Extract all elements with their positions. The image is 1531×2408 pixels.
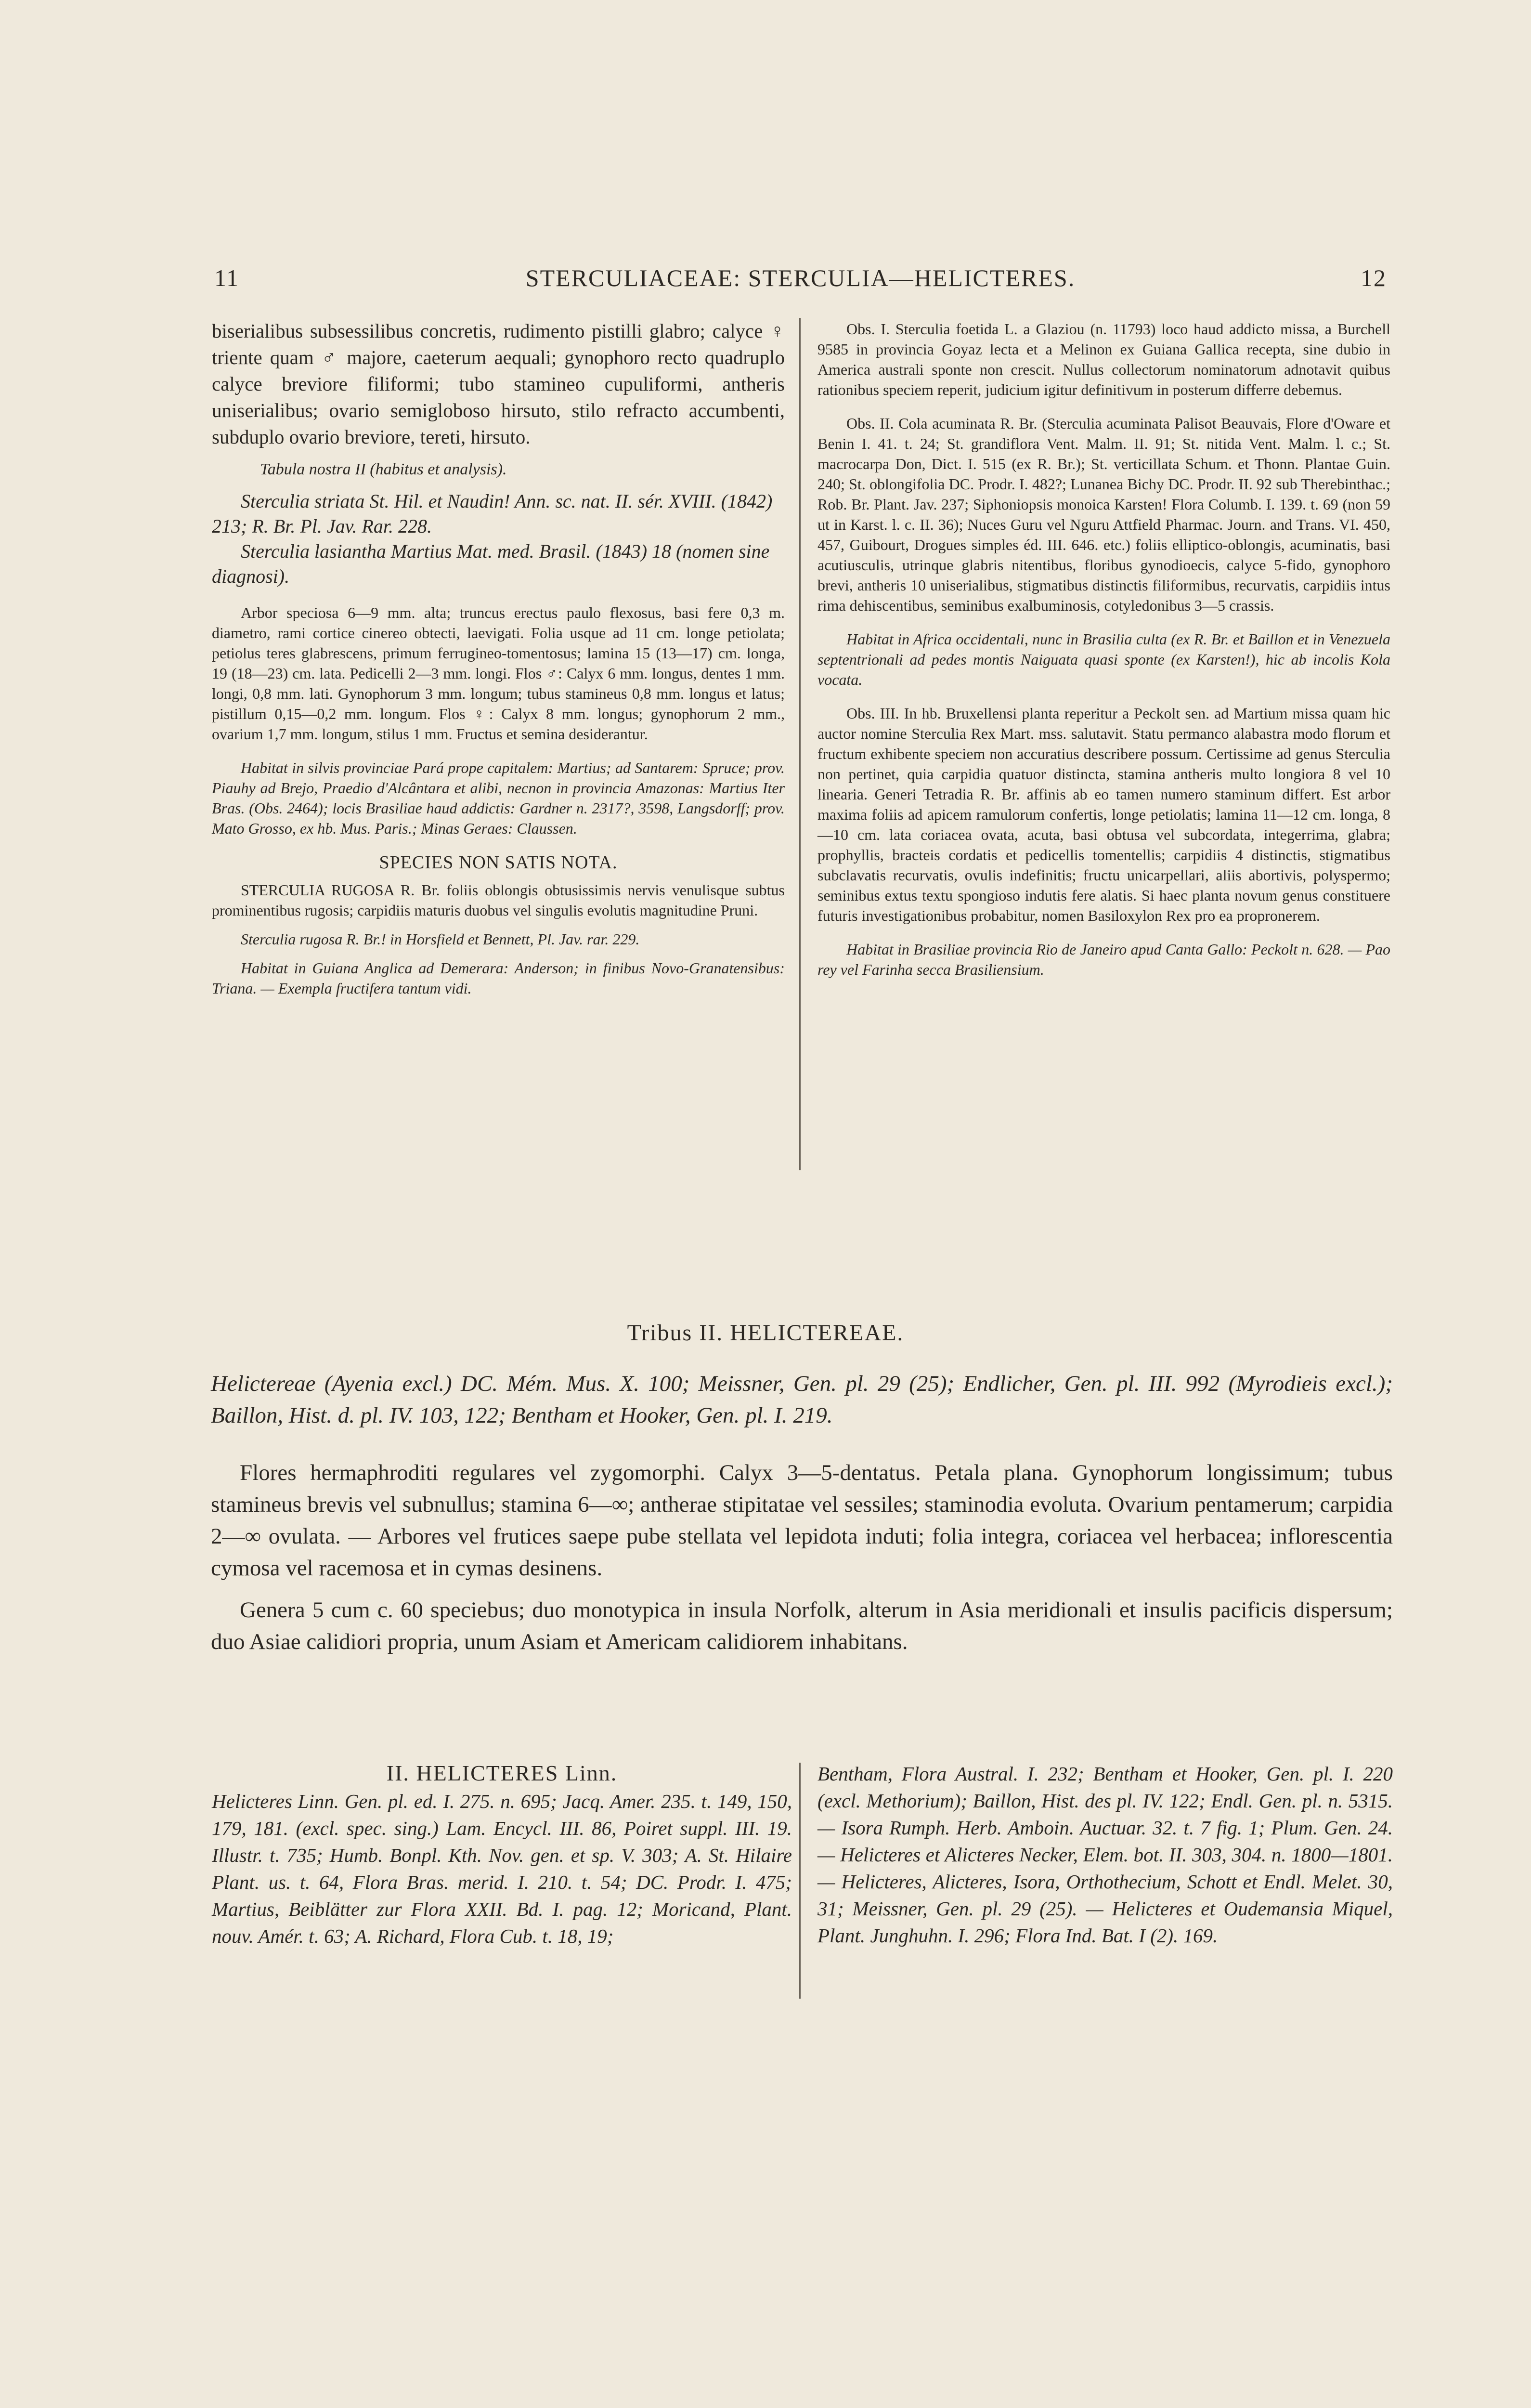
left-column	[212, 318, 785, 998]
synonym-reference: Sterculia lasiantha Martius Mat. med. Brasil. (1843) 18 (nomen sine diagnosi).	[212, 540, 770, 587]
tribus-diagnosis-block	[211, 1457, 1393, 1584]
observation-3: Obs. III. In hb. Bruxellensi planta reperitur a Peckolt sen. ad Martium missa quam hic auctor nomine Sterculia Rex Mart. mss. salutavit. Statu permanco alabastra modo florum et fructum exhibente speciem non accuratius describere possum. Certissime ad genus Sterculia non pertinet, quia carpidia quatuor distincta, stamina antheris multo longiora 8 vel 10 linearia. Generi Tetradia R. Br. affinis ab eo tamen numero staminum differt. Est arbor maxima foliis ad apicem ramulorum confertis, longe petiolatis; lamina 11—12 cm. longa, 8—10 cm. lata coriacea ovata, acuta, basi obtusa vel subcordata, integerrima, glabra; prophyllis, bracteis cordatis et pedicellis tomentellis; carpidiis 4 distinctis, stigmatibus subclavatis recurvatis, ovulis indefinitis; fructu unicarpellari, aliis abortivis, polyspermo; seminibus extus textu spongioso indutis fere alatis. Si haec planta novum genus constituere futuris investigationibus probabitur, nomen Basiloxylon Rex pro ea propronerem.	[817, 705, 1390, 924]
genus-synonymy-right: Bentham, Flora Austral. I. 232; Bentham et Hooker, Gen. pl. I. 220 (excl. Methorium); Baillon, Hist. des pl. IV. 122; Endl. Gen. pl. n. 5315. — Isora Rumph. Herb. Amboin. Auctuar. 32. t. 7 fig. 1; Plum. Gen. 24. — Helicteres et Alicteres Necker, Elem. bot. II. 303, 304. n. 1800—1801. — Helicteres, Alicteres, Isora, Orthothecium, Schott et Endl. Melet. 30, 31; Meissner, Gen. pl. 29 (25). — Helicteres et Oudemansia Miquel, Plant. Junghuhn. I. 296; Flora Ind. Bat. I (2). 169.	[817, 1763, 1393, 1947]
column-divider-bottom	[799, 1763, 801, 1999]
plate-reference: Tabula nostra II (habitus et analysis).	[260, 460, 507, 478]
species-rugosa: STERCULIA RUGOSA R. Br. foliis oblongis obtusissimis nervis venulisque subtus prominentibus rugosis; carpidiis maturis duobus vel singulis evolutis magnitudine Pruni.	[212, 881, 785, 919]
observation-2: Obs. II. Cola acuminata R. Br. (Sterculia acuminata Palisot Beauvais, Flore d'Oware et Benin I. 41. t. 24; St. grandiflora Vent. Malm. II. 91; St. nitida Vent. Malm. l. c.; St. macrocarpa Don, Dict. I. 515 (ex R. Br.); St. verticillata Schum. et Thonn. Plantae Guin. 240; St. oblongifolia DC. Prodr. I. 482?; Lunanea Bichy DC. Prodr. II. 92 sub Therebinthac.; Rob. Br. Plant. Jav. 237; Siphoniopsis monoica Karsten! Flora Columb. I. 139. t. 69 (non 59 ut in Karst. l. c. II. 36); Nuces Guru vel Nguru Attfield Pharmac. Journ. and Trans. VI. 450, 457, Guibourt, Drogues simples éd. III. 646. etc.) foliis elliptico-oblongis, acuminatis, basi acutiusculis, utrinque glabris nitentibus, floribus gynodioecis, calyce 5-fido, gynophoro brevi, antheris 10 uniserialibus, stigmatibus distinctis filiformibus, recurvatis, carpidiis intus rima dehiscentibus, seminibus exalbuminosis, cotyledonibus 3—5 crassis.	[817, 415, 1390, 614]
running-title: STERCULIACEAE: STERCULIA—HELICTERES.	[525, 264, 1076, 291]
habitat-note: Habitat in silvis provinciae Pará prope capitalem: Martius; ad Santarem: Spruce; prov. Piauhy ad Brejo, Praedio d'Alcântara et alibi, necnon in provincia Amazonas: Martius Iter Bras. (Obs. 2464); locis Brasiliae haud addictis: Gardner n. 2317?, 3598, Langsdorff; prov. Mato Grosso, ex hb. Mus. Paris.; Minas Geraes: Claussen.	[212, 759, 785, 837]
rugosa-habitat: Habitat in Guiana Anglica ad Demerara: Anderson; in finibus Novo-Granatensibus: Triana. — Exempla fructifera tantum vidi.	[212, 959, 785, 997]
right-column	[817, 319, 1390, 980]
observation-2-habitat: Habitat in Africa occidentali, nunc in Brasilia culta (ex R. Br. et Baillon et in Venezuela septentrionali ad pedes montis Naiguata quasi sponte (ex Karsten!), hic ab incolis Kola vocata.	[817, 630, 1390, 688]
species-description: Arbor speciosa 6—9 mm. alta; truncus erectus paulo flexosus, basi fere 0,3 m. diametro, rami cortice cinereo obtecti, laevigati. Folia usque ad 11 cm. longe petiolata; petiolus teres glabrescens, primum ferrugineo-tomentosus; lamina 15 (13—17) cm. longa, 19 (18—23) cm. lata. Pedicelli 2—3 mm. longi. Flos ♂: Calyx 6 mm. longus, dentes 1 mm. longi, 0,8 mm. lati. Gynophorum 3 mm. longum; tubus stamineus 0,8 mm. longus et latus; pistillum 0,15—0,2 mm. longum. Flos ♀: Calyx 8 mm. longus; gynophorum 2 mm., ovarium 1,7 mm. longum, stilus 1 mm. Fructus et semina desiderantur.	[212, 604, 785, 743]
running-header	[214, 264, 1387, 298]
genus-left-column	[212, 1760, 792, 1950]
tribus-diagnosis: Flores hermaphroditi regulares vel zygomorphi. Calyx 3—5-dentatus. Petala plana. Gynophorum longissimum; tubus stamineus brevis vel subnullus; stamina 6—∞; antherae stipitatae vel sessiles; staminodia evoluta. Ovarium pentamerum; carpidia 2—∞ ovulata. — Arbores vel frutices saepe pube stellata vel lepidota induti; folia integra, coriacea vel herbacea; inflorescentia cymosa vel racemosa et in cymas desinens.	[211, 1460, 1393, 1581]
genus-title: II. HELICTERES Linn.	[386, 1761, 618, 1785]
tribus-genera-block	[211, 1594, 1393, 1658]
synonym-reference: Sterculia striata St. Hil. et Naudin! Ann. sc. nat. II. sér. XVIII. (1842) 213; R. Br. Pl. Jav. Rar. 228.	[212, 490, 773, 537]
genus-right-column	[817, 1760, 1393, 1949]
observation-3-habitat: Habitat in Brasiliae provincia Rio de Janeiro apud Canta Gallo: Peckolt n. 628. — Pao rey vel Farinha secca Brasiliensium.	[817, 941, 1390, 978]
tribus-synonymy: Helictereae (Ayenia excl.) DC. Mém. Mus. X. 100; Meissner, Gen. pl. 29 (25); Endlicher, Gen. pl. III. 992 (Myrodieis excl.); Baillon, Hist. d. pl. IV. 103, 122; Bentham et Hooker, Gen. pl. I. 219.	[211, 1371, 1393, 1428]
genus-synonymy-left: Helicteres Linn. Gen. pl. ed. I. 275. n. 695; Jacq. Amer. 235. t. 149, 150, 179, 181. (excl. spec. sing.) Lam. Encycl. III. 86, Poiret suppl. III. 19. Illustr. t. 735; Humb. Bonpl. Kth. Nov. gen. et sp. V. 303; A. St. Hilaire Plant. us. t. 64, Flora Bras. merid. I. 210. t. 54; DC. Prodr. I. 475; Martius, Beiblätter zur Flora XXII. Bd. I. pag. 12; Moricand, Plant. nouv. Amér. t. 63; A. Richard, Flora Cub. t. 18, 19;	[212, 1790, 792, 1947]
observation-1: Obs. I. Sterculia foetida L. a Glaziou (n. 11793) loco haud addicto missa, a Burchell 9585 in provincia Goyaz lecta et a Melinon ex Guiana Gallica recepta, sine dubio in America australi sponte non crescit. Nullus collectorum nominatorum adnotavit quibus rationibus speciem reperit, judicium igitur definitivum in posterum differre debemus.	[817, 320, 1390, 398]
rugosa-reference: Sterculia rugosa R. Br.! in Horsfield et Bennett, Pl. Jav. rar. 229.	[241, 930, 640, 948]
description-continued: biserialibus subsessilibus concretis, rudimento pistilli glabro; calyce ♀ triente quam ♂ majore, caeterum aequali; gynophoro recto quadruplo calyce breviore filiformi; tubo stamineo cupuliformi, antheris uniserialibus; ovario semigloboso hirsuto, stilo refracto accumbenti, subduplo ovario breviore, tereti, hirsuto.	[212, 320, 785, 448]
tribus-synonymy-block	[211, 1368, 1393, 1431]
column-divider-top	[799, 318, 801, 1170]
page-number-left: 11	[214, 264, 240, 291]
tribus-genera: Genera 5 cum c. 60 speciebus; duo monotypica in insula Norfolk, alterum in Asia meridionali et insulis pacificis dispersum; duo Asiae calidiori propria, unum Asiam et Americam calidiorem inhabitans.	[211, 1597, 1393, 1654]
section-heading: SPECIES NON SATIS NOTA.	[379, 852, 618, 873]
page-number-right: 12	[1361, 264, 1387, 291]
tribus-title: Tribus II. HELICTEREAE.	[627, 1320, 904, 1346]
